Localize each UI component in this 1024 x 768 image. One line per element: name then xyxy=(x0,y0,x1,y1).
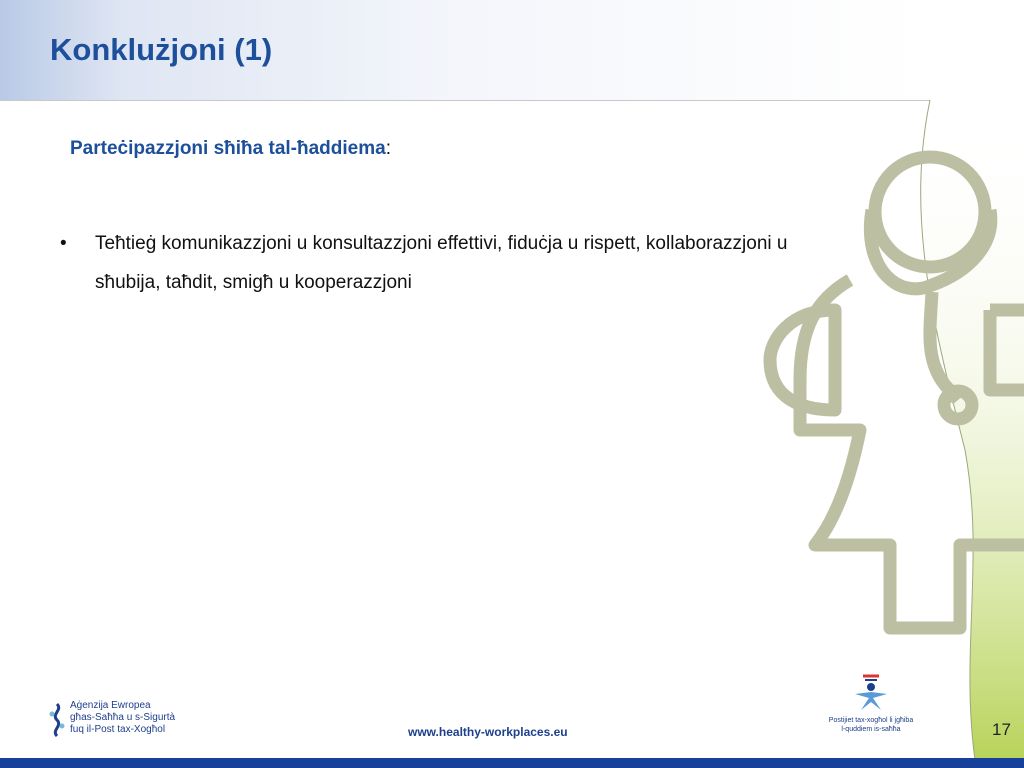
section-heading-colon: : xyxy=(385,138,391,159)
agency-line-3: fuq il-Post tax-Xogħol xyxy=(70,724,166,735)
bottom-bar xyxy=(0,758,1024,768)
page-number: 17 xyxy=(992,720,1011,739)
section-heading-text: Parteċipazzjoni sħiħa tal-ħaddiema xyxy=(70,138,386,159)
footer-url-link[interactable]: www.healthy-workplaces.eu xyxy=(408,725,568,739)
agency-logo-icon xyxy=(48,702,66,738)
campaign-line-1: Postijiet tax-xogħol li jgħiba xyxy=(828,717,914,724)
agency-logo xyxy=(48,700,178,740)
page-title: Konklużjoni (1) xyxy=(50,32,273,67)
section-heading xyxy=(70,138,391,160)
campaign-logo xyxy=(826,672,916,740)
bullet-list-item xyxy=(60,224,850,302)
bullet-text: Teħtieġ komunikazzjoni u konsultazzjoni effettivi, fiduċja u rispett, kollaborazzjoni u sħubija, taħdit, smigħ u kooperazzjoni xyxy=(95,233,788,293)
campaign-line-2: l-quddiem is-saħħa xyxy=(841,726,901,733)
agency-line-1: Aġenzija Ewropea xyxy=(70,700,151,711)
agency-line-2: għas-Saħħa u s-Sigurtà xyxy=(70,712,176,723)
bullet-symbol: • xyxy=(60,233,67,254)
campaign-star-figure-icon xyxy=(851,672,891,714)
